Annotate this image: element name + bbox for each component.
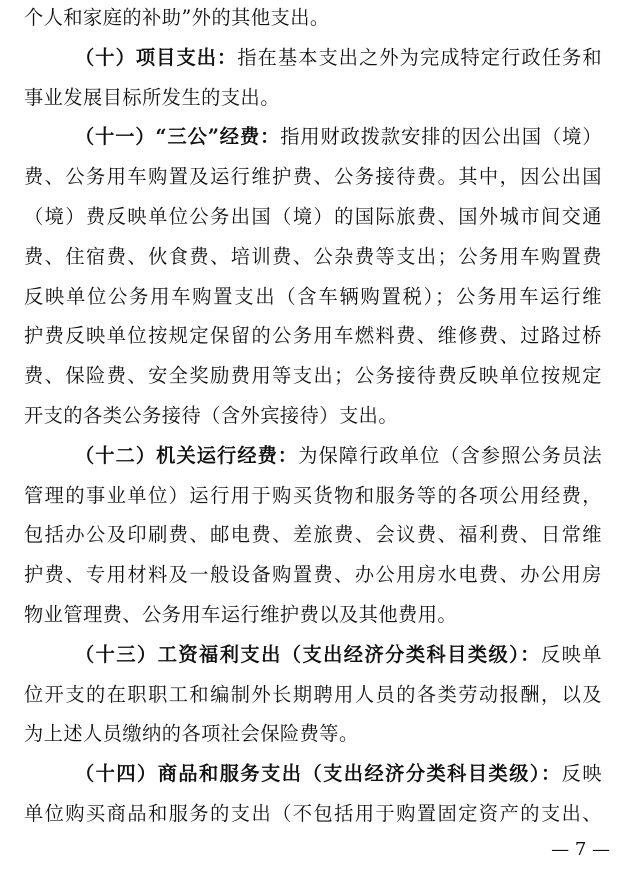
section-12-text: 为保障行政单位（含参照公务员法	[298, 444, 603, 467]
section-14-heading: （十四）商品和服务支出（支出经济分类科目类级）：	[75, 762, 562, 785]
text-line: 护费、专用材料及一般设备购置费、办公用房水电费、办公用房	[24, 563, 602, 586]
section-10-heading-line	[75, 46, 602, 70]
text-line: 费、住宿费、伙食费、培训费、公杂费等支出；公务用车购置费	[24, 245, 602, 268]
section-13-heading-line	[75, 643, 602, 667]
text-line: 单位购买商品和服务的支出（不包括用于购置固定资产的支出、	[24, 802, 602, 825]
text-line: 护费反映单位按规定保留的公务用车燃料费、维修费、过路过桥	[24, 324, 602, 347]
text-line: 费、公务用车购置及运行维护费、公务接待费。其中，因公出国	[24, 165, 602, 188]
text-line: 个人和家庭的补助”外的其他支出。	[24, 6, 330, 29]
text-line: 费、保险费、安全奖励费用等支出；公务接待费反映单位按规定	[24, 364, 602, 387]
text-line: （境）费反映单位公务出国（境）的国际旅费、国外城市间交通	[24, 205, 602, 228]
section-14-text: 反映	[561, 762, 603, 785]
text-line: 为上述人员缴纳的各项社会保险费等。	[24, 722, 359, 745]
section-14-heading-line	[75, 762, 602, 786]
section-11-heading: （十一）“三公”经费：	[75, 125, 281, 148]
section-12-heading-line	[75, 444, 602, 468]
text-line: 开支的各类公务接待（含外宾接待）支出。	[24, 404, 399, 427]
text-line: 位开支的在职职工和编制外长期聘用人员的各类劳动报酬，以及	[24, 683, 602, 706]
section-13-text: 反映单	[540, 643, 602, 666]
text-line: 物业管理费、公务用车运行维护费以及其他费用。	[24, 603, 458, 626]
section-10-text: 指在基本支出之外为完成特定行政任务和	[237, 46, 603, 69]
section-11-text: 指用财政拨款安排的因公出国（境）	[280, 125, 603, 148]
page-number: — 7 —	[551, 839, 610, 860]
text-line: 包括办公及印刷费、邮电费、差旅费、会议费、福利费、日常维	[24, 523, 602, 546]
section-10-heading: （十）项目支出：	[75, 46, 238, 69]
text-line: 反映单位公务用车购置支出（含车辆购置税）；公务用车运行维	[24, 285, 602, 308]
section-11-heading-line	[75, 125, 602, 149]
section-12-heading: （十二）机关运行经费：	[75, 444, 299, 467]
text-line: 管理的事业单位）运行用于购买货物和服务等的各项公用经费，	[24, 484, 602, 507]
text-line: 事业发展目标所发生的支出。	[24, 86, 280, 109]
section-13-heading: （十三）工资福利支出（支出经济分类科目类级）：	[75, 643, 541, 666]
